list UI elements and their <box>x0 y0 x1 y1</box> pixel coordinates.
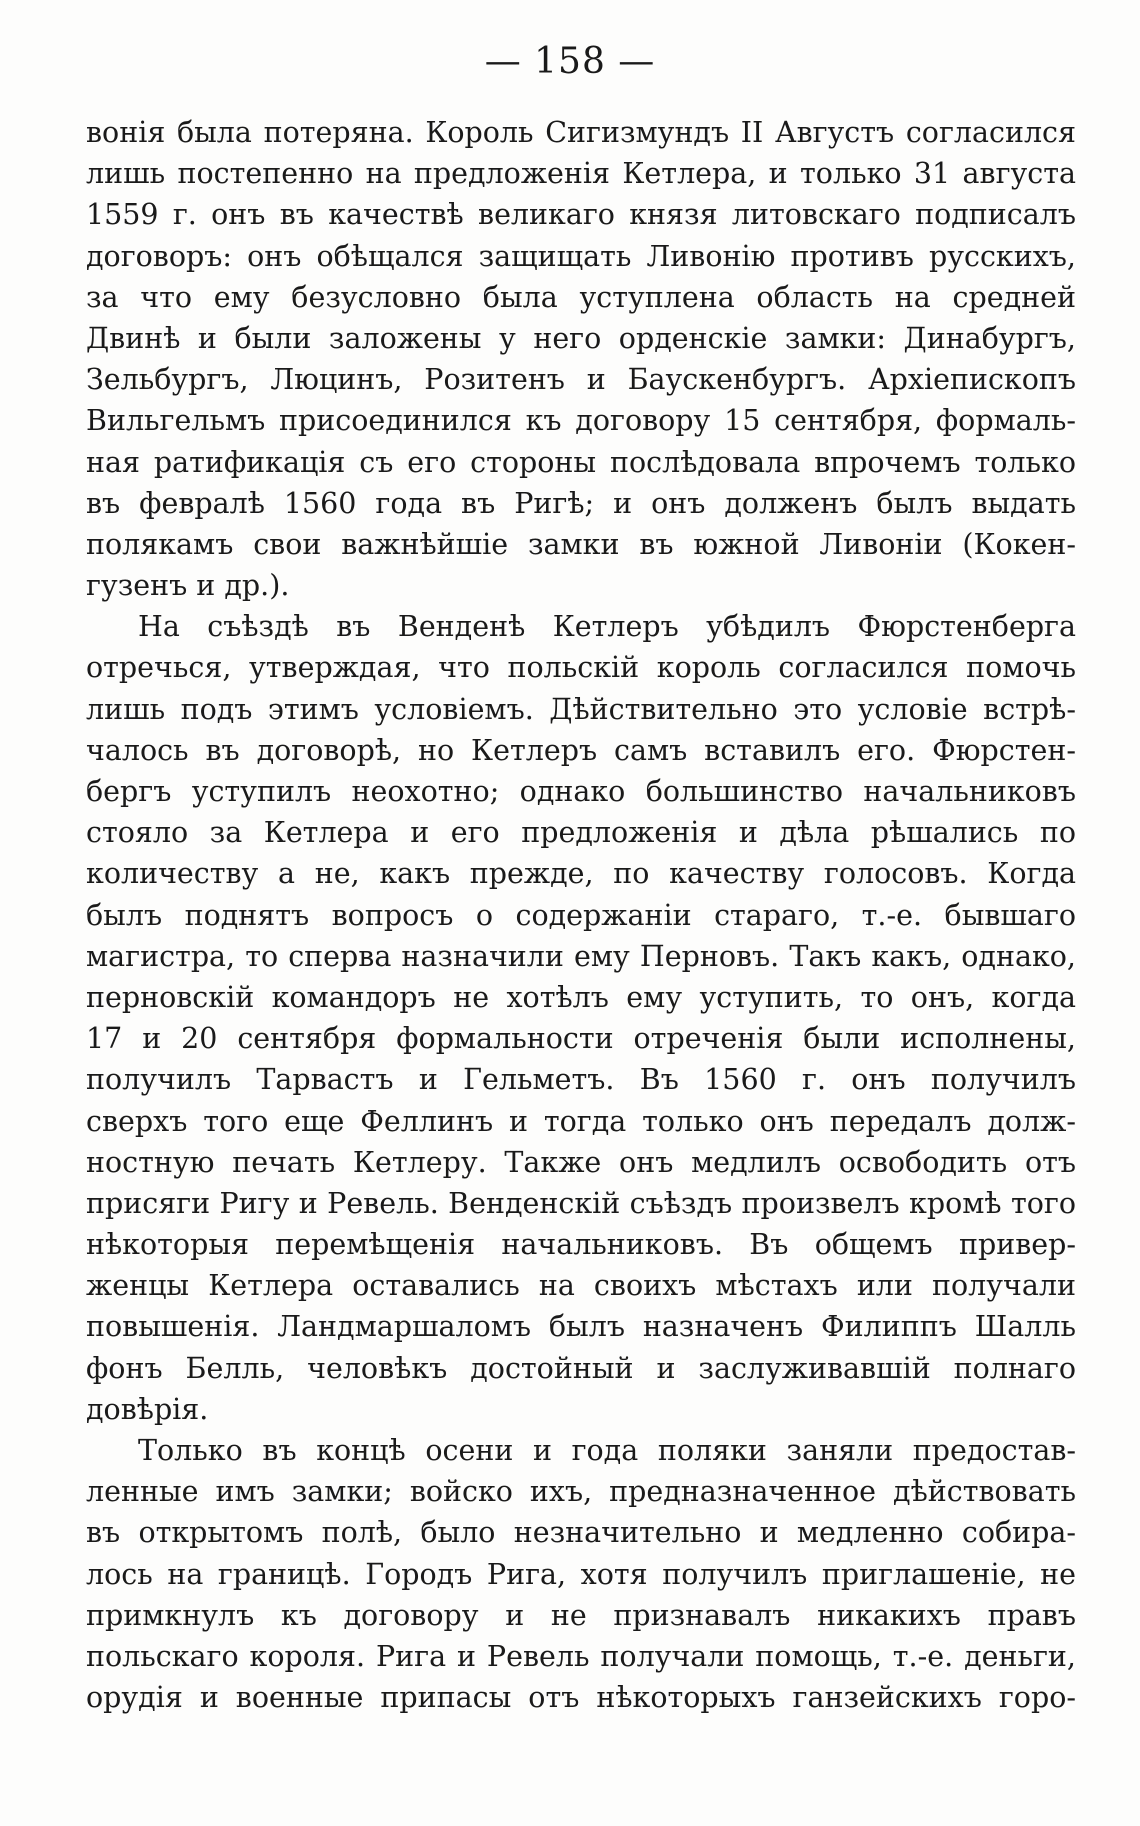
text-line: полякамъ свои важнѣйшіе замки въ южной Ливоніи (Кокен- <box>86 527 1076 561</box>
text-line: присяги Ригу и Ревель. Венденскій съѣздъ произвелъ кромѣ того <box>86 1186 1076 1220</box>
text-line: повышенія. Ландмаршаломъ былъ назначенъ Филиппъ Шалль <box>86 1310 1076 1344</box>
text-line: договоръ: онъ обѣщался защищать Ливонію противъ русскихъ, <box>86 239 1076 273</box>
text-line: ленные имъ замки; войско ихъ, предназначенное дѣйствовать <box>86 1475 1076 1509</box>
text-line: ная ратификація съ его стороны послѣдовала впрочемъ только <box>86 445 1076 479</box>
text-line: довѣрія. <box>86 1392 209 1426</box>
text-line: лишь постепенно на предложенія Кетлера, и только 31 августа <box>86 157 1076 191</box>
text-line: въ февралѣ 1560 года въ Ригѣ; и онъ долженъ былъ выдать <box>86 486 1076 520</box>
text-line: отречься, утверждая, что польскій король согласился помочь <box>86 651 1076 685</box>
text-body <box>86 112 1076 1718</box>
text-line: вонія была потеряна. Король Сигизмундъ II Августъ согласился <box>86 116 1076 149</box>
text-line: стояло за Кетлера и его предложенія и дѣла рѣшались по <box>86 816 1076 850</box>
text-line: перновскій командоръ не хотѣлъ ему уступить, то онъ, когда <box>86 980 1076 1014</box>
text-line: получилъ Тарвастъ и Гельметъ. Въ 1560 г. онъ получилъ <box>86 1063 1076 1097</box>
text-line: количеству а не, какъ прежде, по качеству голосовъ. Когда <box>86 857 1076 891</box>
text-line: чалось въ договорѣ, но Кетлеръ самъ вставилъ его. Фюрстен- <box>86 733 1076 767</box>
page-number: — 158 — <box>484 41 656 82</box>
paragraph <box>86 606 1076 1430</box>
text-line: лось на границѣ. Городъ Рига, хотя получилъ приглашеніе, не <box>86 1557 1076 1591</box>
text-line: магистра, то сперва назначили ему Перновъ. Такъ какъ, однако, <box>86 939 1076 973</box>
text-line: Вильгельмъ присоединился къ договору 15 сентября, формаль- <box>86 404 1076 438</box>
text-line: орудія и военные припасы отъ нѣкоторыхъ ганзейскихъ горо- <box>86 1681 1076 1715</box>
text-line: нѣкоторыя перемѣщенія начальниковъ. Въ общемъ привер- <box>86 1228 1076 1262</box>
text-line: женцы Кетлера оставались на своихъ мѣстахъ или получали <box>86 1269 1076 1303</box>
text-line: 17 и 20 сентября формальности отреченія были исполнены, <box>86 1022 1076 1056</box>
text-line: ностную печать Кетлеру. Также онъ медлилъ освободить отъ <box>86 1145 1076 1179</box>
paragraph <box>86 112 1076 606</box>
paragraph <box>86 1430 1076 1718</box>
text-line: въ открытомъ полѣ, было незначительно и медленно собира- <box>86 1516 1076 1550</box>
text-line: Двинѣ и были заложены у него орденскіе замки: Динабургъ, <box>86 321 1076 355</box>
text-line: бергъ уступилъ неохотно; однако большинство начальниковъ <box>86 775 1076 808</box>
text-line: Зельбургъ, Люцинъ, Розитенъ и Баускенбургъ. Архіепископъ <box>86 363 1076 397</box>
text-line: сверхъ того еще Феллинъ и тогда только онъ передалъ долж- <box>86 1104 1076 1138</box>
text-line: былъ поднятъ вопросъ о содержаніи стараго, т.-е. бывшаго <box>86 898 1076 932</box>
text-line: лишь подъ этимъ условіемъ. Дѣйствительно это условіе встрѣ- <box>86 692 1076 726</box>
text-line: за что ему безусловно была уступлена область на средней <box>86 280 1076 314</box>
text-line: польскаго короля. Рига и Ревель получали помощь, т.-е. деньги, <box>86 1639 1076 1673</box>
text-line: фонъ Белль, человѣкъ достойный и заслуживавшій полнаго <box>86 1351 1076 1385</box>
text-line: гузенъ и др.). <box>86 569 290 603</box>
text-line: примкнулъ къ договору и не признавалъ никакихъ правъ <box>86 1598 1076 1632</box>
text-line: 1559 г. онъ въ качествѣ великаго князя литовскаго подписалъ <box>86 198 1076 232</box>
text-line: На съѣздѣ въ Венденѣ Кетлеръ убѣдилъ Фюрстенберга <box>138 610 1076 644</box>
text-line: Только въ концѣ осени и года поляки заняли предостав- <box>138 1434 1076 1467</box>
